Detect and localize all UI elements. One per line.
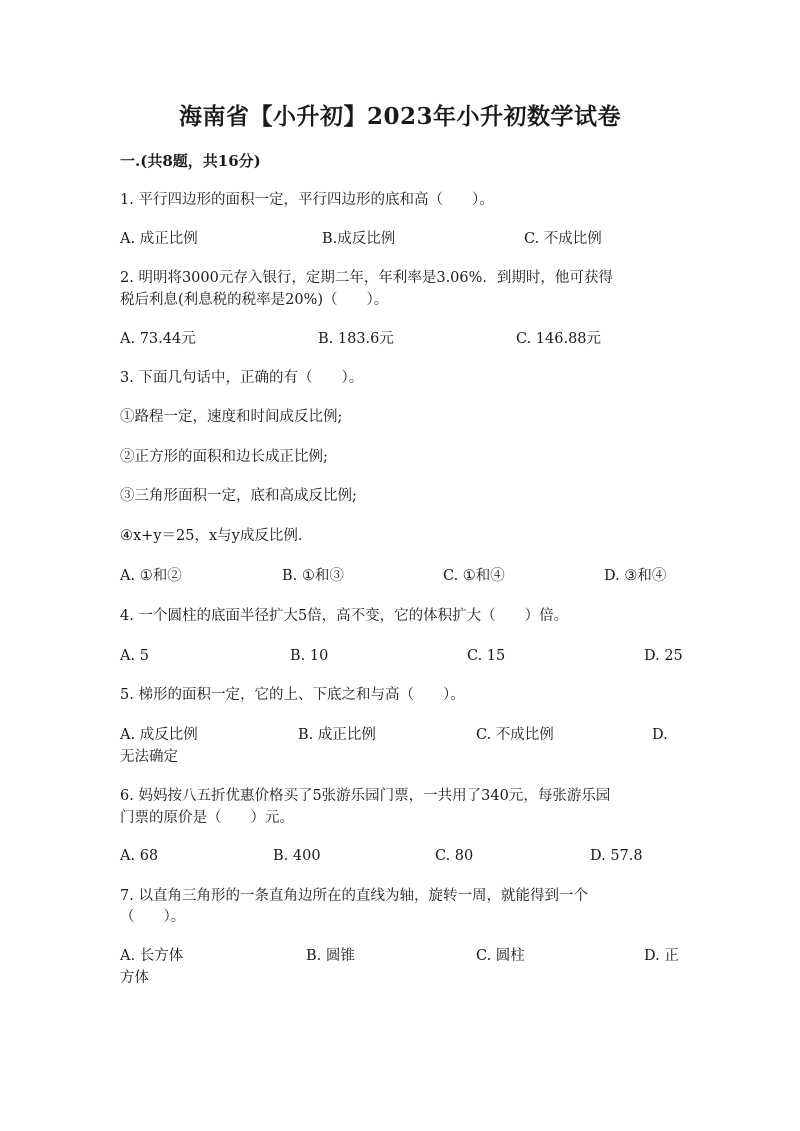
question-6-option-a: A. 68 <box>120 848 159 864</box>
question-4-stem: 4. 一个圆柱的底面半径扩大5倍，高不变，它的体积扩大（ ）倍。 <box>120 608 569 624</box>
section-heading: 一.(共8题，共16分) <box>120 152 261 170</box>
question-2-stem-line-1: 2. 明明将3000元存入银行，定期二年，年利率是3.06%．到期时，他可获得 <box>120 270 613 286</box>
question-5-option-d: D. <box>652 727 668 743</box>
question-7-stem-line-2: （ ）。 <box>120 909 186 925</box>
question-6-option-b: B. 400 <box>273 848 321 864</box>
question-2-option-c: C. 146.88元 <box>516 331 602 347</box>
question-5-stem: 5. 梯形的面积一定，它的上、下底之和与高（ ）。 <box>120 687 465 703</box>
question-1-option-b: B.成反比例 <box>322 231 396 247</box>
question-3-statement-2: ②正方形的面积和边长成正比例; <box>120 449 328 465</box>
question-7-option-c: C. 圆柱 <box>476 948 525 964</box>
question-4-option-a: A. 5 <box>120 648 149 664</box>
question-2-option-a: A. 73.44元 <box>120 331 196 347</box>
question-7-option-a: A. 长方体 <box>120 948 184 964</box>
exam-title: 海南省【小升初】2023年小升初数学试卷 <box>178 103 621 130</box>
question-5-option-d-text: 无法确定 <box>120 749 178 765</box>
question-5-option-c: C. 不成比例 <box>476 727 554 743</box>
question-1-option-c: C. 不成比例 <box>524 231 602 247</box>
question-4-option-b: B. 10 <box>290 648 329 664</box>
question-3-statement-1: ①路程一定，速度和时间成反比例; <box>120 409 343 425</box>
question-3-statement-3: ③三角形面积一定，底和高成反比例; <box>120 488 357 504</box>
question-5-option-a: A. 成反比例 <box>120 727 198 743</box>
question-1-option-a: A. 成正比例 <box>120 231 198 247</box>
question-6-stem-line-1: 6. 妈妈按八五折优惠价格买了5张游乐园门票，一共用了340元，每张游乐园 <box>120 788 611 804</box>
question-3-option-b: B. ①和③ <box>282 568 344 584</box>
question-3-stem: 3. 下面几句话中，正确的有（ ）。 <box>120 370 364 386</box>
question-7-option-b: B. 圆锥 <box>306 948 355 964</box>
question-3-option-c: C. ①和④ <box>443 568 505 584</box>
question-6-option-d: D. 57.8 <box>590 848 643 864</box>
question-3-option-a: A. ①和② <box>120 568 182 584</box>
question-4-option-c: C. 15 <box>467 648 506 664</box>
question-5-option-b: B. 成正比例 <box>298 727 376 743</box>
question-7-option-d: D. 正 <box>644 948 679 964</box>
question-3-statement-4: ④x+y＝25，x与y成反比例. <box>120 528 303 544</box>
question-1-stem: 1. 平行四边形的面积一定，平行四边形的底和高（ ）。 <box>120 192 494 208</box>
question-7-stem-line-1: 7. 以直角三角形的一条直角边所在的直线为轴，旋转一周，就能得到一个 <box>120 888 588 904</box>
question-2-option-b: B. 183.6元 <box>318 331 394 347</box>
question-6-option-c: C. 80 <box>435 848 474 864</box>
question-7-option-d-text: 方体 <box>120 970 149 986</box>
question-2-stem-line-2: 税后利息(利息税的税率是20%)（ ）。 <box>120 292 389 308</box>
question-6-stem-line-2: 门票的原价是（ ）元。 <box>120 810 294 826</box>
question-3-option-d: D. ③和④ <box>604 568 667 584</box>
question-4-option-d: D. 25 <box>644 648 683 664</box>
